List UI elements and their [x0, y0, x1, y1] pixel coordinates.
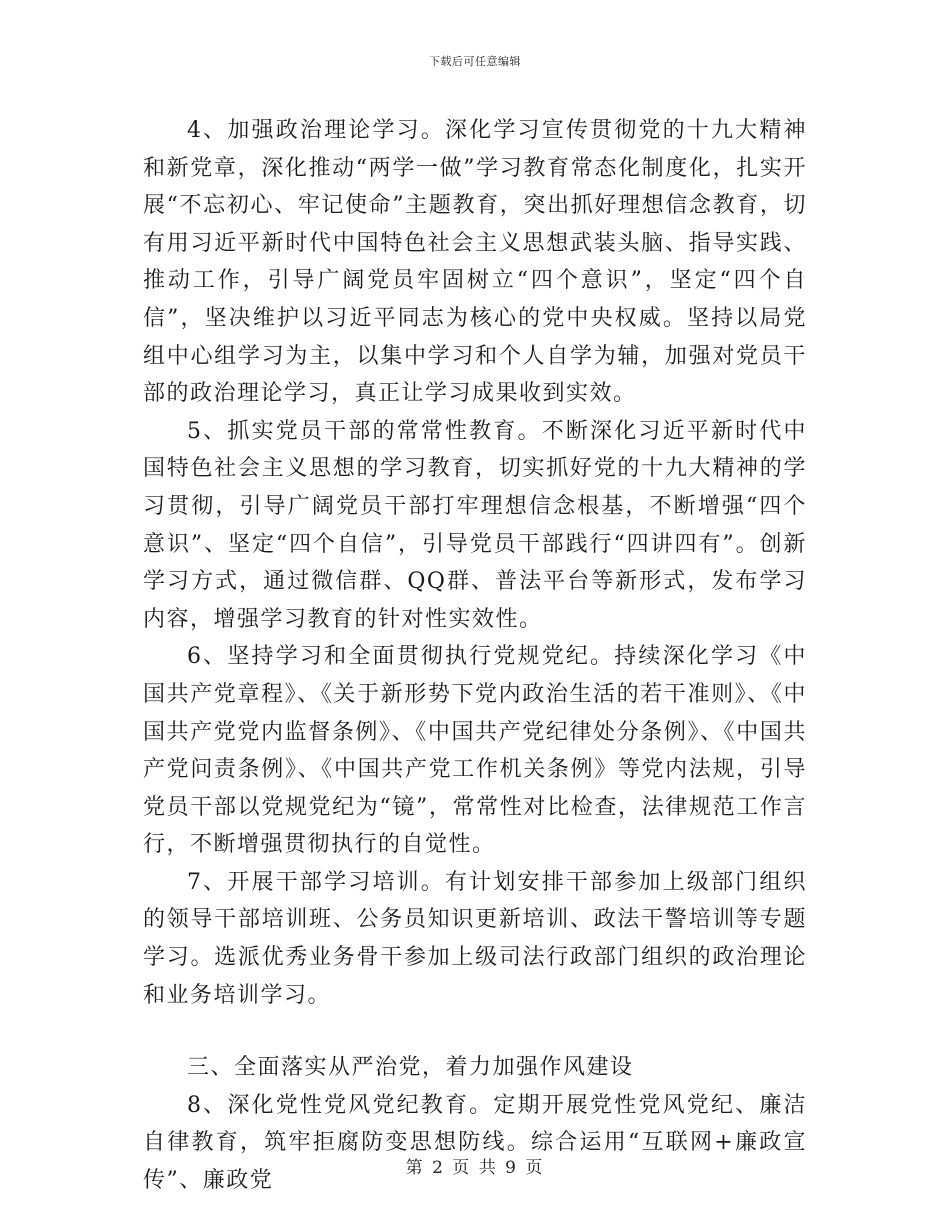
paragraph-6: 6、坚持学习和全面贯彻执行党规党纪。持续深化学习《中国共产党章程》、《关于新形势下党内政治生活的若干准则》、《中国共产党党内监督条例》、《中国共产党纪律处分条例》、《中国共产党问责条例》、《中国共产党工作机关条例》等党内法规，引导党员干部以党规党纪为“镜”，常常性对比检查，法律规范工作言行，不断增强贯彻执行的自觉性。 [143, 644, 807, 858]
paragraph-4: 4、加强政治理论学习。深化学习宣传贯彻党的十九大精神和新党章，深化推动“两学一做”学习教育常态化制度化，扎实开展“不忘初心、牢记使命”主题教育，突出抓好理想信念教育，切有用习近平新时代中国特色社会主义思想武装头脑、指导实践、推动工作，引导广阔党员牢固树立“四个意识”，坚定“四个自信”，坚决维护以习近平同志为核心的党中央权威。坚持以局党组中心组学习为主，以集中学习和个人自学为辅，加强对党员干部的政治理论学习，真正让学习成果收到实效。 [143, 118, 807, 407]
page-number-footer: 第 2 页 共 9 页 [405, 1158, 545, 1178]
document-body [143, 112, 807, 1200]
page-header-note: 下载后可任意编辑 [429, 55, 521, 68]
paragraph-5: 5、抓实党员干部的常常性教育。不断深化习近平新时代中国特色社会主义思想的学习教育，切实抓好党的十九大精神的学习贯彻，引导广阔党员干部打牢理想信念根基，不断增强“四个意识”、坚定“四个自信”，引导党员干部践行“四讲四有”。创新学习方式，通过微信群、QQ群、普法平台等新形式，发布学习内容，增强学习教育的针对性实效性。 [143, 418, 807, 632]
paragraph-7: 7、开展干部学习培训。有计划安排干部参加上级部门组织的领导干部培训班、公务员知识更新培训、政法干警培训等专题学习。选派优秀业务骨干参加上级司法行政部门组织的政治理论和业务培训学习。 [143, 869, 807, 1008]
paragraph-8: 8、深化党性党风党纪教育。定期开展党性党风党纪、廉洁自律教育，筑牢拒腐防变思想防线。综合运用“互联网+廉政宣传”、廉政党 [143, 1092, 807, 1194]
section-heading: 三、全面落实从严治党，着力加强作风建设 [187, 1055, 634, 1081]
